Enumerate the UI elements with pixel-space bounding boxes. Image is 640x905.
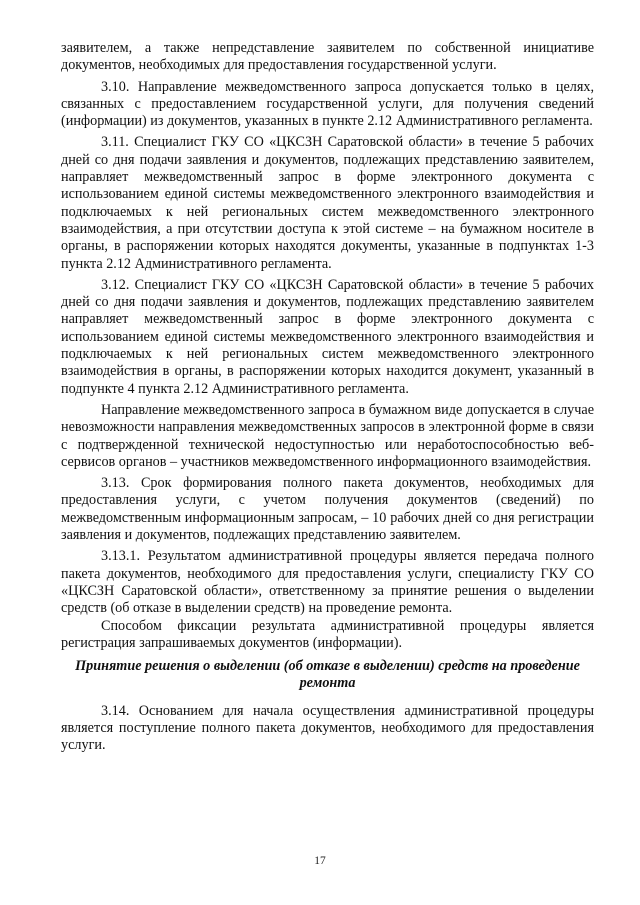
paragraph-3-12: 3.12. Специалист ГКУ СО «ЦКСЗН Саратовской области» в течение 5 рабочих дней со дня подачи заявления и документов, подлежащих представлению заявителем направляет межведомственный запрос в форме электронного документа с использованием единой системы межведомственного электронного взаимодействия и подключаемых к ней региональных систем межведомственного электронного взаимодействия в органы, в распоряжении которых находится документ, указанный в подпункте 4 пункта 2.12 Административного регламента. [61,276,594,397]
page-number: 17 [314,855,326,867]
paragraph-3-11: 3.11. Специалист ГКУ СО «ЦКСЗН Саратовской области» в течение 5 рабочих дней со дня подачи заявления и документов, подлежащих представлению заявителем, направляет межведомственный запрос в форме электронного документа с использованием единой системы межведомственного электронного взаимодействия и подключаемых к ней региональных систем межведомственного электронного взаимодействия, а при отсутствии доступа к этой системе – на бумажном носителе в органы, в распоряжении которых находятся документы, указанные в подпунктах 1-3 пункта 2.12 Административного регламента. [61,134,594,272]
document-page [61,40,594,759]
paragraph-continuation: заявителем, а также непредставление заявителем по собственной инициативе документов, необходимых для предоставления государственной услуги. [61,40,594,74]
paragraph-paper-request: Направление межведомственного запроса в бумажном виде допускается в случае невозможности направления межведомственных запросов в электронной форме в связи с подтвержденной технической недоступностью или неработоспособностью веб-сервисов органов – участников межведомственного информационного взаимодействия. [61,401,594,470]
paragraph-3-10: 3.10. Направление межведомственного запроса допускается только в целях, связанных с предоставлением государственной услуги, для получения сведений (информации) из документов, указанных в пункте 2.12 Административного регламента. [61,78,594,130]
paragraph-3-13: 3.13. Срок формирования полного пакета документов, необходимых для предоставления услуги, с учетом получения документов (сведений) по межведомственным информационным запросам, – 10 рабочих дней со дня регистрации заявления и документов, подлежащих представлению заявителем. [61,475,594,544]
paragraph-3-14: 3.14. Основанием для начала осуществления административной процедуры является поступление полного пакета документов, необходимого для предоставления услуги. [61,702,594,754]
paragraph-3-13-1: 3.13.1. Результатом административной процедуры является передача полного пакета документов, необходимого для предоставления услуги, специалисту ГКУ СО «ЦКСЗН Саратовской области», ответственному за принятие решения о выделении средств (об отказе в выделении средств) на проведение ремонта. [61,548,594,617]
section-heading: Принятие решения о выделении (об отказе в выделении) средств на проведение ремонта [75,658,580,692]
paragraph-fixation: Способом фиксации результата административной процедуры является регистрация запрашиваемых документов (информации). [61,617,594,651]
